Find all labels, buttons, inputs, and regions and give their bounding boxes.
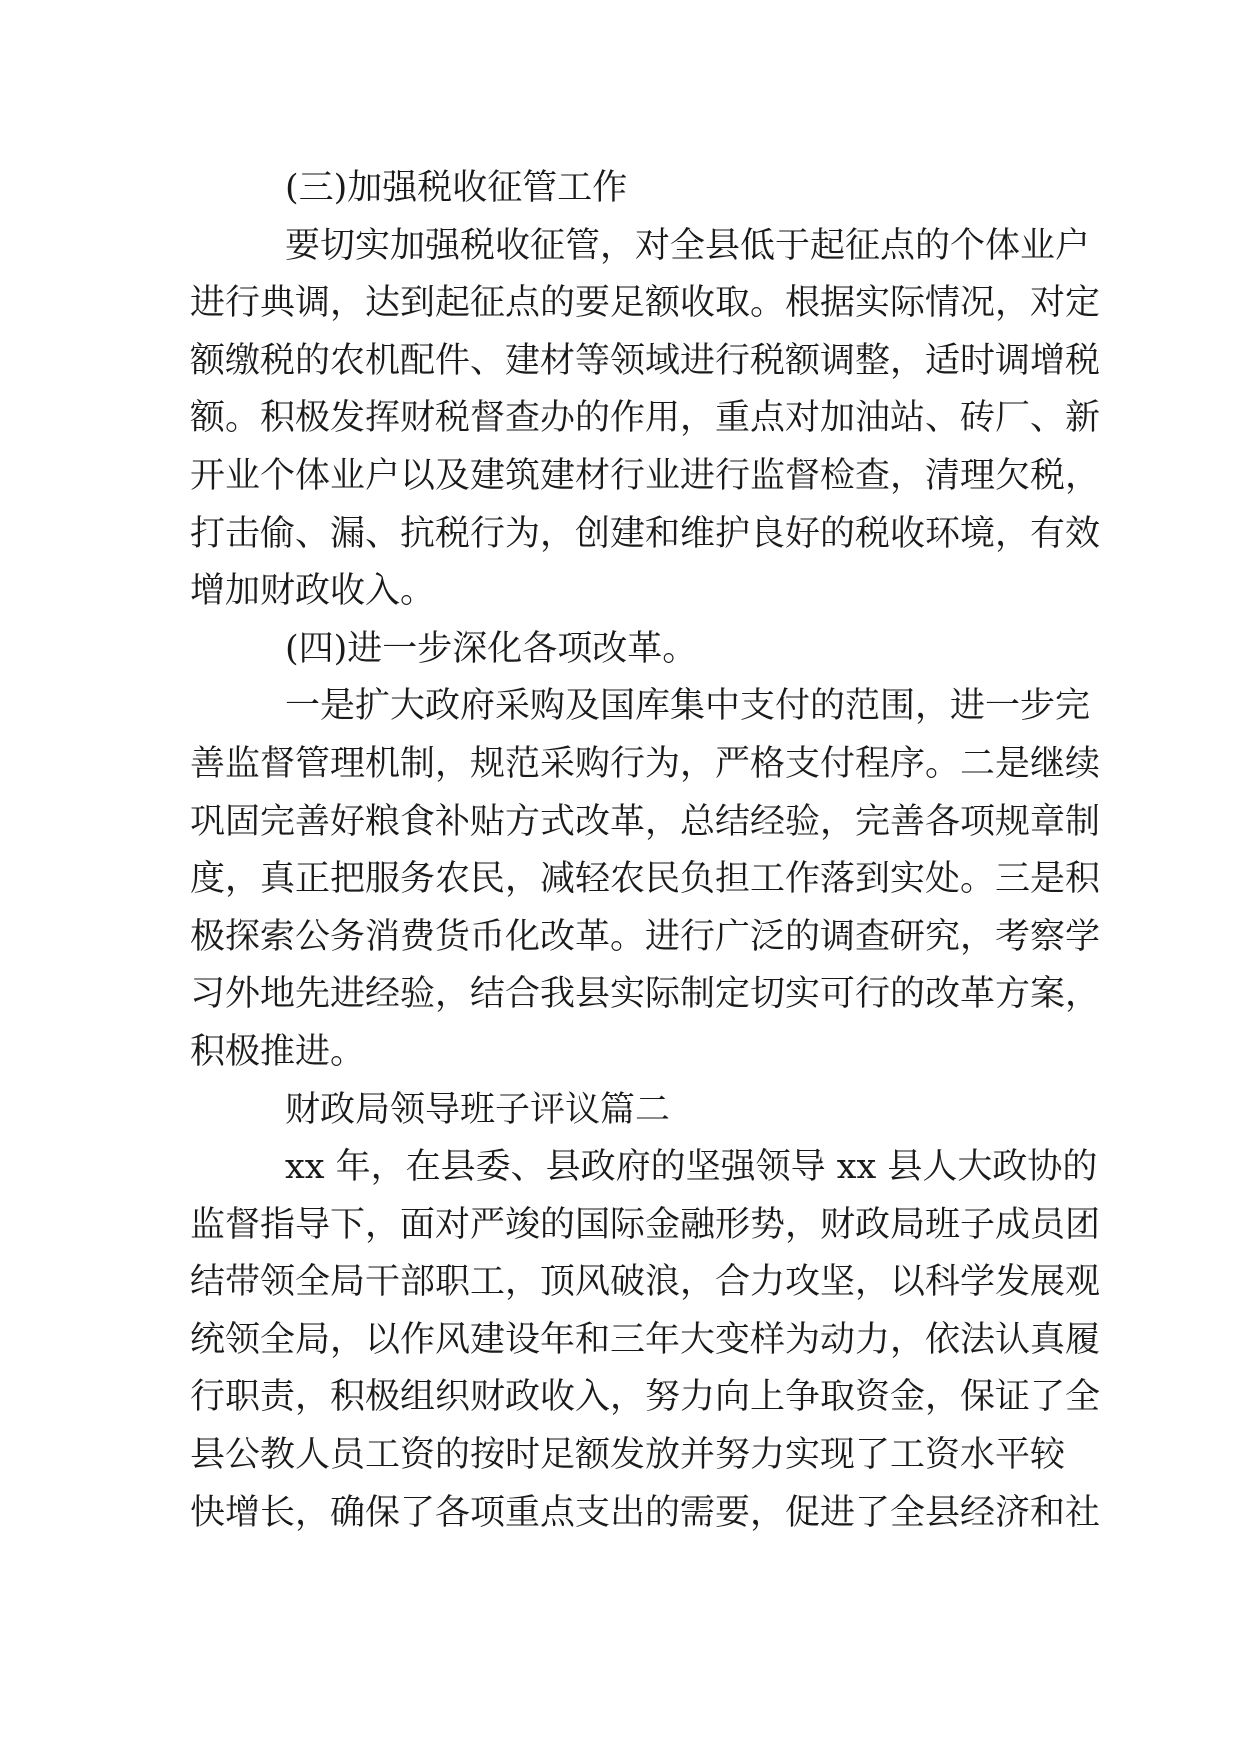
text-line: 快增长，确保了各项重点支出的需要，促进了全县经济和社: [190, 1492, 1101, 1533]
section-heading-tax-collection: (三)加强税收征管工作: [285, 168, 628, 208]
text-line: 巩固完善好粮食补贴方式改革，总结经验，完善各项规章制: [190, 801, 1101, 842]
paragraph-reform: [190, 678, 1101, 1081]
text-line: 习外地先进经验，结合我县实际制定切实可行的改革方案，: [190, 974, 1101, 1015]
text-line: 积极推进。: [190, 1031, 366, 1072]
part-title: 财政局领导班子评议篇二: [285, 1089, 671, 1130]
text-line: 要切实加强税收征管，对全县低于起征点的个体业户: [285, 225, 1091, 266]
document-body: [190, 160, 1101, 1542]
text-line: 额。积极发挥财税督查办的作用，重点对加油站、砖厂、新: [190, 398, 1101, 439]
text-line: 开业个体业户以及建筑建材行业进行监督检查，清理欠税，: [190, 455, 1101, 496]
text-line: 一是扩大政府采购及国库集中支付的范围，进一步完: [285, 686, 1091, 727]
text-line: 监督指导下，面对严竣的国际金融形势，财政局班子成员团: [190, 1204, 1101, 1245]
text-line: xx 年，在县委、县政府的坚强领导 xx 县人大政协的: [285, 1147, 1098, 1188]
text-line: 统领全局，以作风建设年和三年大变样为动力，依法认真履: [190, 1319, 1101, 1360]
text-line: 善监督管理机制，规范采购行为，严格支付程序。二是继续: [190, 743, 1101, 784]
text-line: 极探索公务消费货币化改革。进行广泛的调查研究，考察学: [190, 916, 1101, 957]
text-line: 打击偷、漏、抗税行为，创建和维护良好的税收环境，有效: [190, 513, 1101, 554]
text-line: 度，真正把服务农民，减轻农民负担工作落到实处。三是积: [190, 859, 1101, 900]
text-line: 额缴税的农机配件、建材等领域进行税额调整，适时调增税: [190, 340, 1101, 381]
text-line: 县公教人员工资的按时足额发放并努力实现了工资水平较: [190, 1435, 1066, 1476]
paragraph-tax-collection: [190, 218, 1101, 621]
text-line: 增加财政收入。: [190, 571, 436, 612]
text-line: 进行典调，达到起征点的要足额收取。根据实际情况，对定: [190, 283, 1101, 324]
text-line: 结带领全局干部职工，顶风破浪，合力攻坚，以科学发展观: [190, 1262, 1101, 1303]
paragraph-part2: [190, 1139, 1101, 1542]
text-line: 行职责，积极组织财政收入，努力向上争取资金，保证了全: [190, 1377, 1101, 1418]
section-heading-reform: (四)进一步深化各项改革。: [285, 628, 698, 669]
